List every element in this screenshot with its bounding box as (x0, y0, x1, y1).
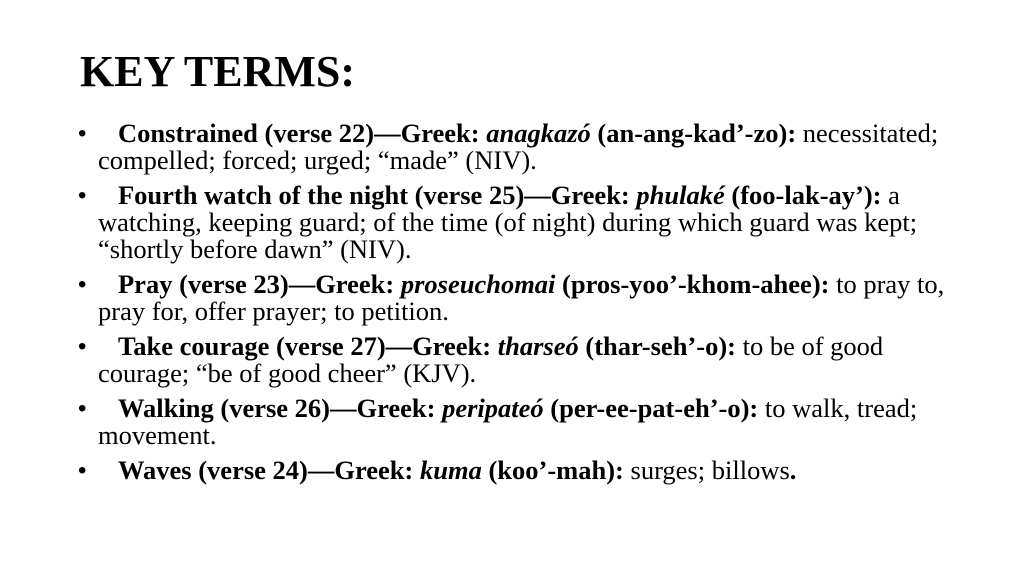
definition: to be of good courage; “be of good cheer” (KJV). (98, 331, 884, 388)
greek-word: tharseó (497, 331, 579, 361)
pronunciation: (per-ee-pat-eh’-o): (550, 393, 759, 423)
term-heading: Pray (verse 23)—Greek: (118, 269, 395, 299)
pronunciation: (thar-seh’-o): (585, 331, 736, 361)
term-heading: Take courage (verse 27)—Greek: (118, 331, 492, 361)
definition: a watching, keeping guard; of the time (of night) during which guard was kept; “shortly before dawn” (NIV). (98, 180, 918, 264)
end-period: . (789, 455, 797, 485)
bullet-icon: • (78, 120, 87, 147)
list-item (78, 457, 948, 484)
greek-word: kuma (419, 455, 482, 485)
greek-word: phulaké (636, 180, 725, 210)
definition: surges; billows (630, 455, 790, 485)
pronunciation: (koo’-mah): (488, 455, 624, 485)
term-heading: Fourth watch of the night (verse 25)—Greek: (118, 180, 630, 210)
term-heading: Waves (verse 24)—Greek: (118, 455, 414, 485)
bullet-icon: • (78, 457, 87, 484)
definition: to pray to, pray for, offer prayer; to petition. (98, 269, 945, 326)
definition: necessitated; compelled; forced; urged; “made” (NIV). (98, 118, 939, 175)
pronunciation: (foo-lak-ay’): (731, 180, 882, 210)
greek-word: proseuchomai (400, 269, 556, 299)
greek-word: anagkazó (486, 118, 591, 148)
bullet-icon: • (78, 271, 87, 298)
bullet-icon: • (78, 333, 87, 360)
key-terms-list (78, 120, 948, 492)
list-item (78, 182, 948, 263)
pronunciation: (an-ang-kad’-zo): (597, 118, 797, 148)
bullet-icon: • (78, 182, 87, 209)
definition: to walk, tread; movement. (98, 393, 918, 450)
list-item (78, 120, 948, 174)
list-item (78, 395, 948, 449)
greek-word: peripateó (442, 393, 544, 423)
list-item (78, 333, 948, 387)
list-item (78, 271, 948, 325)
term-heading: Walking (verse 26)—Greek: (118, 393, 436, 423)
term-heading: Constrained (verse 22)—Greek: (118, 118, 480, 148)
pronunciation: (pros-yoo’-khom-ahee): (562, 269, 830, 299)
page-title: KEY TERMS: (80, 47, 356, 96)
bullet-icon: • (78, 395, 87, 422)
